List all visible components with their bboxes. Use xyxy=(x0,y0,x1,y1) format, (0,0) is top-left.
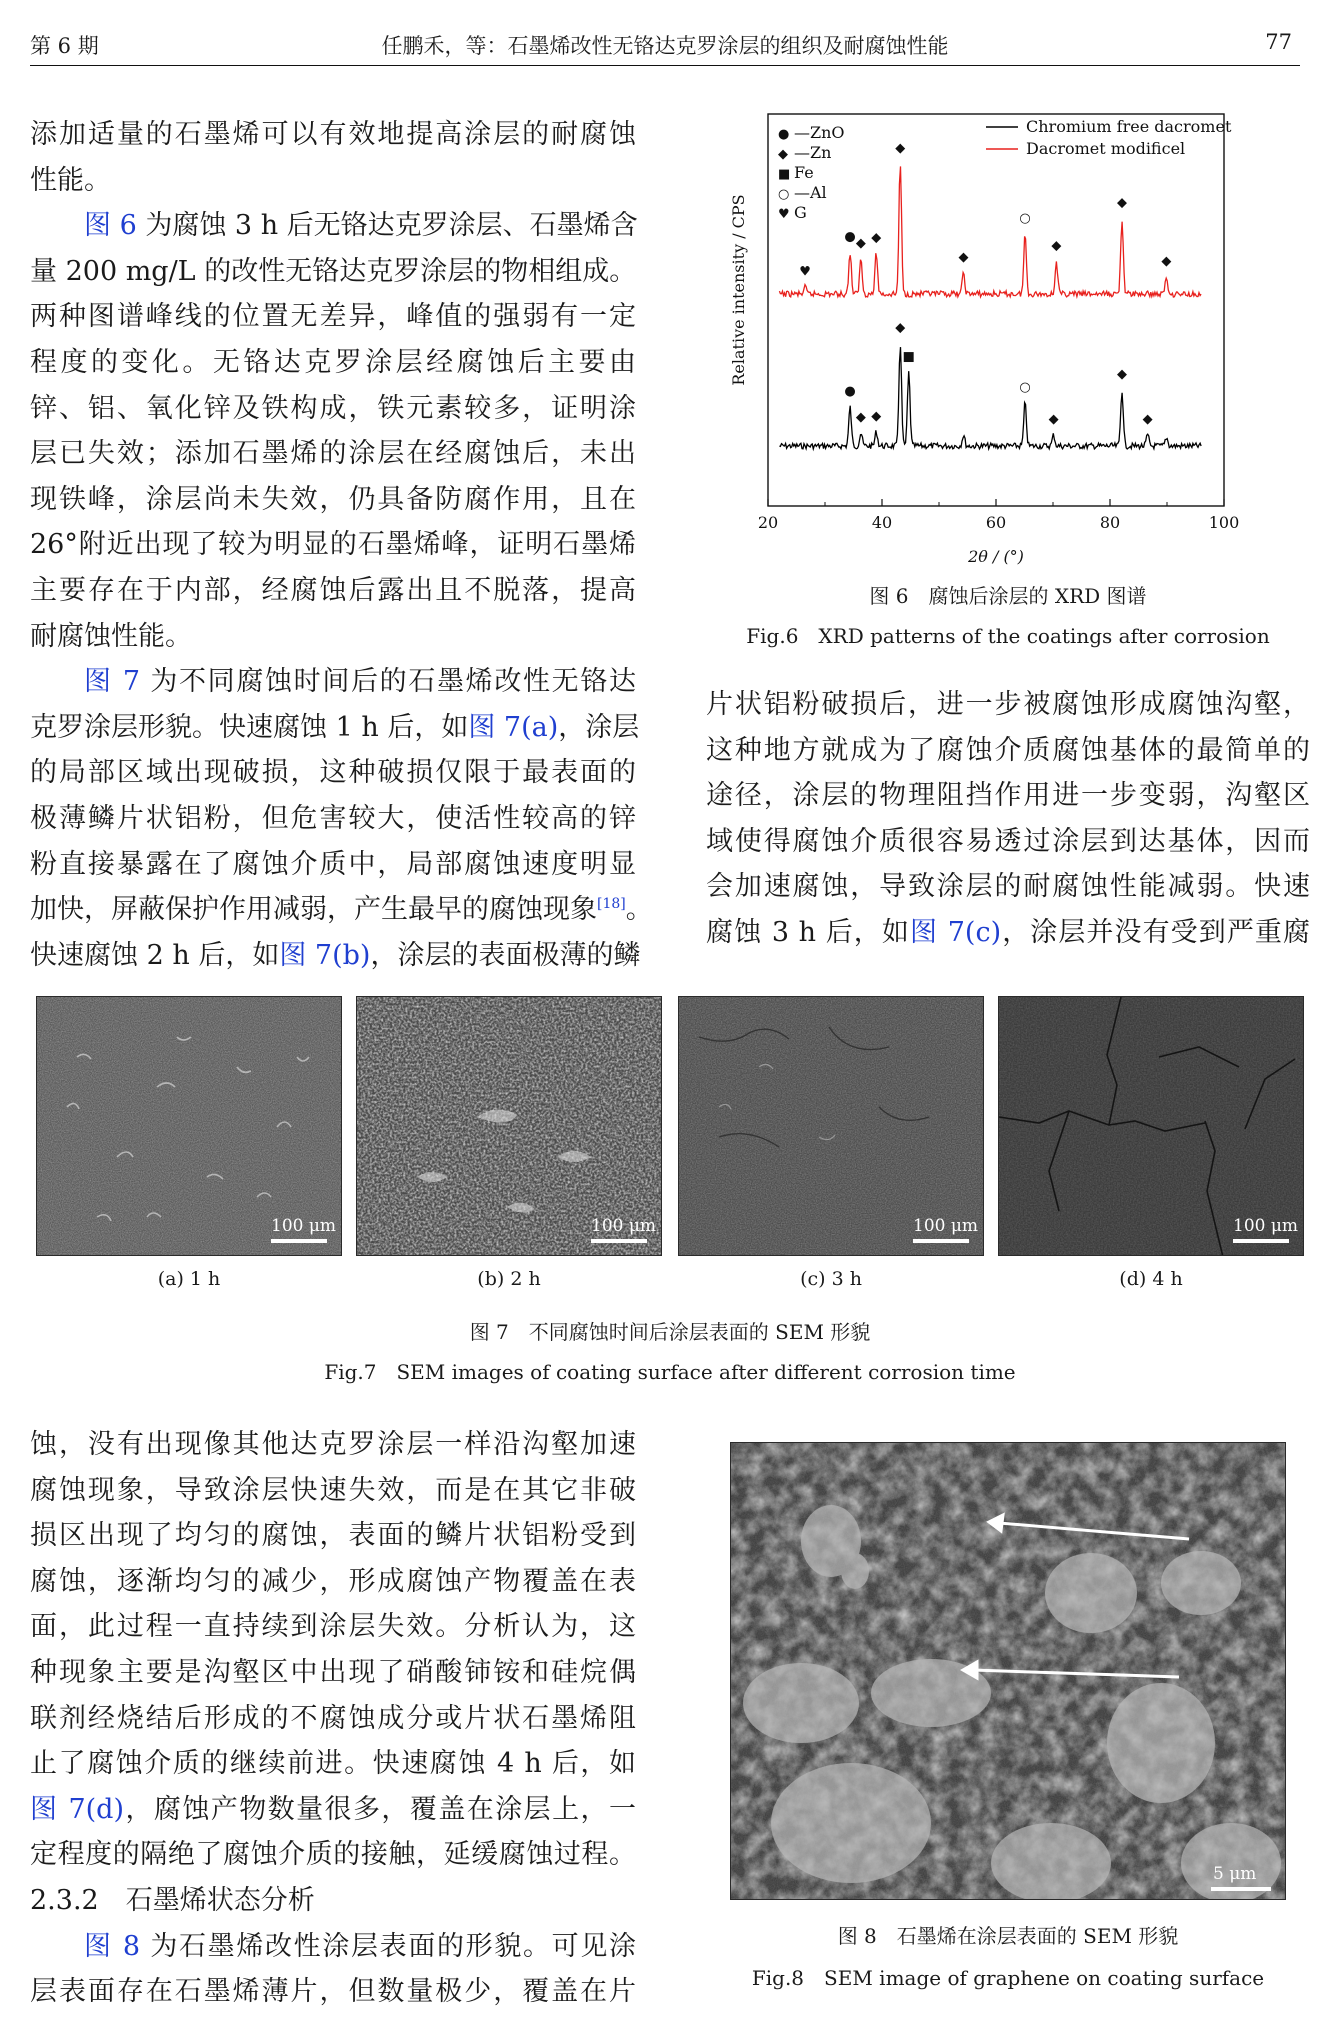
peak-marker: ◆ xyxy=(895,320,906,336)
text-line xyxy=(30,477,636,523)
sem-graphene-panel xyxy=(730,1442,1286,1900)
text-span: 现铁峰，涂层尚未失效，仍具备防腐作用，且在 xyxy=(30,483,636,515)
text-span: 种现象主要是沟壑区中出现了硝酸铈铵和硅烷偶 xyxy=(30,1656,636,1688)
text-span: 腐蚀，逐渐均匀的减少，形成腐蚀产物覆盖在表 xyxy=(30,1565,636,1597)
figure-reference-link[interactable]: 图 7(c) xyxy=(909,916,1002,948)
figure-reference-link[interactable]: 图 7 xyxy=(84,666,141,698)
text-span: ，涂层并没有受到严重腐 xyxy=(1001,916,1311,948)
text-line xyxy=(30,1559,636,1605)
text-span: 。 xyxy=(625,894,653,926)
text-line xyxy=(30,842,636,888)
left-column-top xyxy=(30,112,653,978)
x-tick-label: 40 xyxy=(871,513,893,532)
text-line xyxy=(706,819,1310,865)
figure-reference-link[interactable]: 图 7(b) xyxy=(279,939,371,971)
text-line xyxy=(30,705,640,751)
header-rule xyxy=(30,65,1300,66)
peak-marker: ○ xyxy=(1019,379,1031,395)
fig6-caption-en: Fig.6 XRD patterns of the coatings after corrosion xyxy=(746,624,1270,648)
running-title: 任鹏禾，等：石墨烯改性无铬达克罗涂层的组织及耐腐蚀性能 xyxy=(381,34,949,58)
text-line xyxy=(30,1468,636,1514)
text-line xyxy=(30,340,636,386)
fig8-caption-en: Fig.8 SEM image of graphene on coating surface xyxy=(751,1966,1265,1990)
sem-label-4h: (d) 4 h xyxy=(1119,1268,1183,1290)
text-line xyxy=(30,614,636,660)
text-span: 的局部区域出现破损，这种破损仅限于最表面的 xyxy=(30,757,636,789)
figure-reference-link[interactable]: 图 6 xyxy=(84,210,137,242)
text-line xyxy=(30,386,636,432)
text-span: 性能。 xyxy=(30,164,111,196)
sem-label-1h: (a) 1 h xyxy=(157,1268,221,1290)
scalebar-1h: 100 μm xyxy=(271,1216,337,1236)
text-line xyxy=(30,158,636,204)
sem-image-1h xyxy=(37,997,342,1256)
legend-line-label: Dacromet modificel xyxy=(1026,139,1186,158)
text-span: 为腐蚀 3 h 后无铬达克罗涂层、石墨烯含 xyxy=(136,210,638,242)
legend-marker-label: G xyxy=(794,203,807,222)
citation-link[interactable]: [18] xyxy=(597,896,626,913)
text-span: 面，此过程一直持续到涂层失效。分析认为，这 xyxy=(30,1611,636,1643)
text-span: 26°附近出现了较为明显的石墨烯峰，证明石墨烯 xyxy=(30,529,636,561)
text-line xyxy=(30,249,636,295)
text-span: 粉直接暴露在了腐蚀介质中，局部腐蚀速度明显 xyxy=(30,848,636,880)
legend-marker-symbol: ○ xyxy=(778,187,790,202)
text-line xyxy=(30,1787,636,1833)
text-line xyxy=(30,568,636,614)
text-span: 为不同腐蚀时间后的石墨烯改性无铬达 xyxy=(140,666,636,698)
peak-marker: ◆ xyxy=(1142,412,1153,428)
text-line xyxy=(30,1832,636,1878)
fig7-caption-cn: 图 7 不同腐蚀时间后涂层表面的 SEM 形貌 xyxy=(469,1320,871,1344)
text-line xyxy=(30,933,641,979)
text-span: 层已失效；添加石墨烯的涂层在经腐蚀后，未出 xyxy=(30,438,636,470)
peak-marker: ♥ xyxy=(799,264,811,280)
text-line xyxy=(706,728,1310,774)
text-span: 途径，涂层的物理阻挡作用进一步变弱，沟壑区 xyxy=(706,780,1310,812)
peak-marker: ○ xyxy=(1019,211,1031,227)
scalebar-3h: 100 μm xyxy=(913,1216,979,1236)
text-line xyxy=(30,431,636,477)
x-tick-label: 60 xyxy=(985,513,1007,532)
text-span: 止了腐蚀介质的继续前进。快速腐蚀 4 h 后，如 xyxy=(30,1748,636,1780)
text-line xyxy=(706,773,1310,819)
x-tick-label: 80 xyxy=(1099,513,1121,532)
figure-reference-link[interactable]: 图 7(d) xyxy=(30,1793,124,1825)
legend-line-label: Chromium free dacromet xyxy=(1026,117,1232,136)
text-span: 克罗涂层形貌。快速腐蚀 1 h 后，如 xyxy=(30,711,469,743)
y-axis-label: Relative intensity / CPS xyxy=(729,194,748,386)
series-line-0 xyxy=(779,347,1201,449)
text-line xyxy=(706,910,1310,956)
text-span: 耐腐蚀性能。 xyxy=(30,620,192,652)
text-span: 锌、铝、氧化锌及铁构成，铁元素较多，证明涂 xyxy=(30,392,636,424)
peak-marker: ◆ xyxy=(895,141,906,156)
fig6-caption-cn: 图 6 腐蚀后涂层的 XRD 图谱 xyxy=(869,584,1147,608)
sem-image-3h xyxy=(679,997,984,1256)
legend-marker-label: —Zn xyxy=(794,143,832,162)
legend-marker-symbol: ■ xyxy=(778,167,791,182)
text-span: 程度的变化。无铬达克罗涂层经腐蚀后主要由 xyxy=(30,346,636,378)
text-span: 域使得腐蚀介质很容易透过涂层到达基体，因而 xyxy=(706,825,1310,857)
x-tick-label: 20 xyxy=(757,513,779,532)
text-span: ，腐蚀产物数量很多，覆盖在涂层上，一 xyxy=(124,1793,636,1825)
fig8-caption-cn: 图 8 石墨烯在涂层表面的 SEM 形貌 xyxy=(837,1924,1179,1948)
peak-marker: ◆ xyxy=(871,230,882,246)
text-span: 两种图谱峰线的位置无差异，峰值的强弱有一定 xyxy=(30,301,636,333)
peak-marker: ● xyxy=(844,229,856,245)
peak-marker: ◆ xyxy=(1116,195,1127,211)
text-span: 主要存在于内部，经腐蚀后露出且不脱落，提高 xyxy=(30,574,636,606)
text-span: 2.3.2 石墨烯状态分析 xyxy=(30,1884,315,1916)
fig7-caption-en: Fig.7 SEM images of coating surface after different corrosion time xyxy=(324,1360,1016,1384)
text-span: ，涂层的表面极薄的鳞 xyxy=(370,939,641,971)
text-line xyxy=(30,1696,636,1742)
sem-image-4h xyxy=(999,997,1304,1256)
legend-marker-label: —ZnO xyxy=(794,123,845,142)
peak-marker: ◆ xyxy=(1048,412,1059,428)
text-line xyxy=(30,1604,636,1650)
peak-marker: ◆ xyxy=(871,408,882,424)
peak-marker: ■ xyxy=(902,349,915,365)
text-span: 加快，屏蔽保护作用减弱，产生最早的腐蚀现象 xyxy=(30,894,597,926)
text-span: 联剂经烧结后形成的不腐蚀成分或片状石墨烯阻 xyxy=(30,1702,636,1734)
scalebar-4h: 100 μm xyxy=(1233,1216,1299,1236)
legend-marker-label: Fe xyxy=(794,163,814,182)
sem-graphene-image xyxy=(731,1443,1286,1900)
sem-image-2h xyxy=(357,997,662,1256)
text-line xyxy=(30,1969,636,2015)
sem-panel-4h xyxy=(998,996,1304,1256)
text-span: ，涂层 xyxy=(558,711,640,743)
peak-marker: ◆ xyxy=(1161,254,1172,270)
figure-reference-link[interactable]: 图 7(a) xyxy=(468,711,559,743)
text-line xyxy=(30,1422,636,1468)
sem-panel-2h xyxy=(356,996,662,1256)
sem-label-3h: (c) 3 h xyxy=(800,1268,862,1290)
text-span: 层表面存在石墨烯薄片，但数量极少，覆盖在片 xyxy=(30,1976,636,2008)
figure-reference-link[interactable]: 图 8 xyxy=(84,1930,141,1962)
series-line-1 xyxy=(779,166,1201,297)
text-span: 腐蚀 3 h 后，如 xyxy=(706,916,910,948)
text-span: 片状铝粉破损后，进一步被腐蚀形成腐蚀沟壑， xyxy=(706,689,1310,720)
peak-marker: ◆ xyxy=(958,250,969,266)
text-span: 定程度的隔绝了腐蚀介质的接触，延缓腐蚀过程。 xyxy=(30,1839,636,1871)
text-line xyxy=(30,112,636,158)
sem-panel-3h xyxy=(678,996,984,1256)
running-header xyxy=(30,22,1300,66)
section-heading xyxy=(30,1878,636,1924)
text-span: 为石墨烯改性涂层表面的形貌。可见涂 xyxy=(140,1930,636,1962)
text-line xyxy=(30,1650,636,1696)
legend-marker-symbol: ◆ xyxy=(778,147,788,162)
peak-marker: ◆ xyxy=(855,410,866,426)
x-tick-label: 100 xyxy=(1208,513,1240,532)
text-line xyxy=(30,659,636,705)
text-line xyxy=(30,796,636,842)
text-span: 腐蚀现象，导致涂层快速失效，而是在其它非破 xyxy=(30,1474,636,1506)
peak-marker: ◆ xyxy=(1051,238,1062,254)
text-line xyxy=(30,1741,636,1787)
xrd-chart xyxy=(728,108,1248,578)
text-span: 损区出现了均匀的腐蚀，表面的鳞片状铝粉受到 xyxy=(30,1520,636,1552)
sem-panel-1h xyxy=(36,996,342,1256)
text-line xyxy=(30,203,636,249)
peak-marker: ◆ xyxy=(1116,366,1127,382)
text-line xyxy=(30,1924,636,1970)
text-span: 会加速腐蚀，导致涂层的耐腐蚀性能减弱。快速 xyxy=(706,871,1310,903)
peak-marker: ◆ xyxy=(855,235,866,251)
page-number: 77 xyxy=(1265,30,1292,54)
text-line xyxy=(30,294,636,340)
text-line xyxy=(30,887,653,933)
text-span: 添加适量的石墨烯可以有效地提高涂层的耐腐蚀 xyxy=(30,119,636,150)
text-line xyxy=(30,522,636,568)
text-span: 极薄鳞片状铝粉，但危害较大，使活性较高的锌 xyxy=(30,802,636,834)
right-column-top xyxy=(706,682,1310,956)
legend-marker-symbol: ● xyxy=(778,127,790,142)
text-span: 量 200 mg/L 的改性无铬达克罗涂层的物相组成。 xyxy=(30,255,637,287)
text-line xyxy=(30,750,636,796)
issue-number: 第 6 期 xyxy=(30,34,99,58)
scalebar-2h: 100 μm xyxy=(591,1216,657,1236)
text-line xyxy=(706,682,1310,728)
legend-marker-label: —Al xyxy=(794,183,827,202)
text-span: 这种地方就成为了腐蚀介质腐蚀基体的最简单的 xyxy=(706,734,1310,766)
text-span: 蚀，没有出现像其他达克罗涂层一样沿沟壑加速 xyxy=(30,1429,636,1460)
text-line xyxy=(706,864,1310,910)
text-line xyxy=(30,1513,636,1559)
scalebar-graphene: 5 μm xyxy=(1213,1864,1257,1884)
x-axis-label: 2θ / (°) xyxy=(968,547,1024,566)
sem-label-2h: (b) 2 h xyxy=(477,1268,541,1290)
text-span: 快速腐蚀 2 h 后，如 xyxy=(30,939,280,971)
peak-marker: ● xyxy=(844,384,856,400)
legend-marker-symbol: ♥ xyxy=(778,207,790,222)
left-column-bottom xyxy=(30,1422,636,2015)
